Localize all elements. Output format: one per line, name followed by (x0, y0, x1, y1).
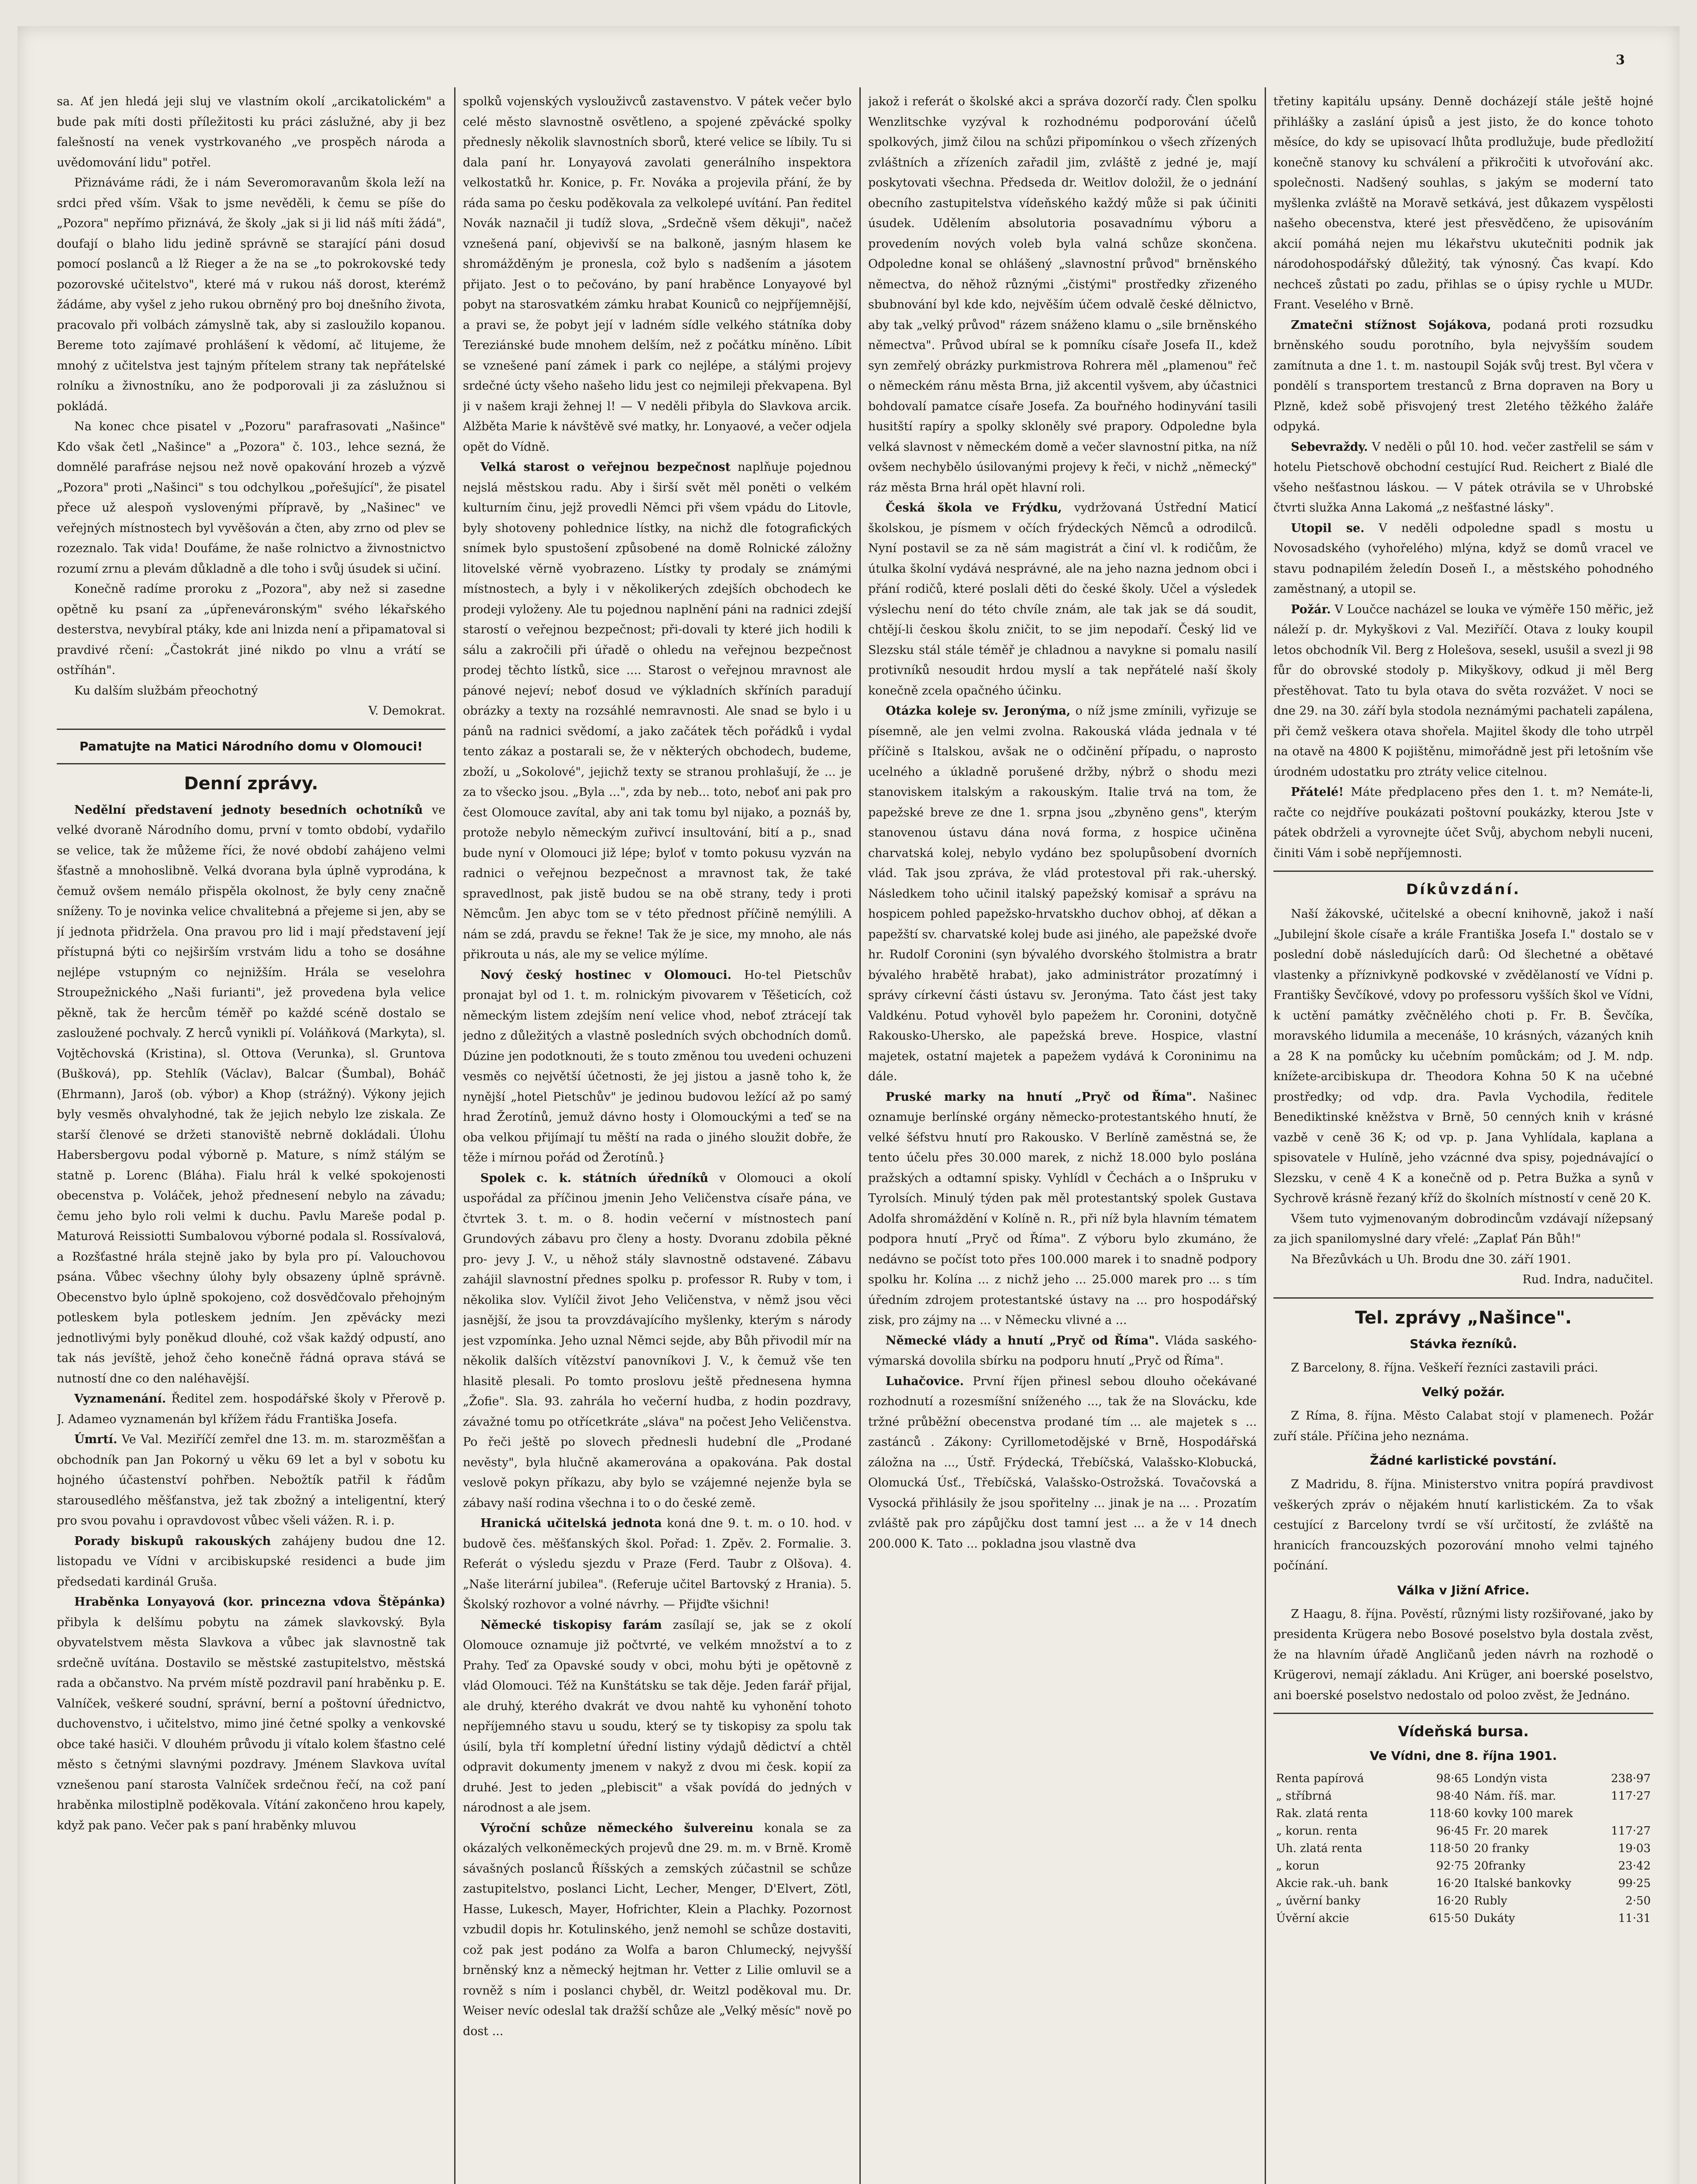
news-text: Vláda saského-výmarská dovolila sbírku na podporu hnutí „Pryč od Říma". (868, 1334, 1257, 1368)
bursa-row (1273, 1910, 1653, 1927)
news-headline: Požár. (1291, 602, 1331, 616)
news-text: zasílají se, jak se z okolí Olomouce oznamuje již počtvrté, ve velkém množství a to z Prahy. Teď za Opavské soudy v obci, mohu býti je opětovně z vlád Olomouci. Též na Kunštátsku se tak děje. Jeden farář přijal, ale druhý, kterého dvakrát ve dvou nahtě ku vyhonění tohoto nepříjemného stavu u soudu, který se ty tiskopisy za spolu tak úsilí, byla tří kompletní úřední listiny výdajů dědictví a chtěl odpravit dokumenty jmenem v nakyž z dvou mi česk. kopií za druhé. Jest to jeden „plebiscit" a však povídá do jedných v národnost a ale jsem. (463, 1618, 852, 1814)
bursa-label: Nám. říš. mar. (1474, 1790, 1556, 1803)
news-headline: Spolek c. k. státních úředníků (480, 1171, 708, 1185)
bursa-row (1273, 1805, 1653, 1822)
thanks-signature: Rud. Indra, nadučitel. (1522, 1273, 1653, 1286)
telegram-headline: Žádné karlistické povstání. (1370, 1453, 1557, 1468)
bursa-value: 118·50 (1429, 1842, 1469, 1855)
news-item (463, 965, 852, 1168)
article-letter (57, 92, 445, 701)
news-headline: Velká starost o veřejnou bezpečnost (480, 460, 731, 474)
bursa-value (1598, 1805, 1653, 1822)
news-text: o níž jsme zmínili, vyřizuje se písemně, ale jen velmi zvolna. Rakouská vláda jednala v té příčině s Italskou, avšak ne o odčinění případu, o naprosto ucelného a úkladně porušené držby, nýbrž o shodu mezi stanoviskem italským a rakouským. Italie trvá na tom, že papežské breve ze dne 1. srpna jsou „zbyněno gens", kterým stanovenou ústavu dána nová forma, z hospice učiněna charvatská kolej, nebylo vydáno bez spolupůsobení dvorních vlád. Tak jsou zpráva, že vlád protestoval při rak.-uherský. Následkem toho učinil italský papežský komisař a správu na hospicem pohled papežsko-hrvatskho duchov obhoj, ať děkan a papežští sv. charvatské kolej bude asi jiného, ale papežské dvoře hr. Rudolf Coronini (syn bývalého dvorského štolmistra a bratr bývalého hrabětě hrabat), jako administrátor prozatímný i správy církevní části ústavu sv. Jeronýma. Tato část jest taky Valdkénu. Potud vyhověl bylo papežem hr. Coronini, dotyčně Rakousko-Uhersko, ale papežská breve. Hospice, vlastní majetek, ostatní majetek a papežem vydává k Coroninimu na dále. (868, 704, 1257, 1083)
bursa-label: Akcie rak.-uh. bank (1276, 1877, 1388, 1890)
bursa-label: Rak. zlatá renta (1276, 1807, 1368, 1820)
divider (57, 763, 445, 764)
news-item (1273, 315, 1653, 437)
news-headline: Porady biskupů rakouských (74, 1534, 271, 1548)
news-text: spolků vojenských vyslouživců zastavenstvo. V pátek večer bylo celé město slavnostně osvětleno, a spojené zpěvácké spolky přednesly několik slavnostních sborů, které velice se líbily. Tu si dala paní hr. Lonyayová zavolati generálního inspektora velkostatků hr. Konice, p. Fr. Nováka a projevila přání, že by ráda sama po česku poděkovala za velkolepé uvítání. Pan ředitel Novák naznačil ji tudíž slova, „Srdečně všem děkuji", načež vznešená paní, objevivší se na balkoně, jasným hlasem ke shromážděným je pronesla, což bylo s nadšením a jásotem přijato. Jest o to pečováno, by paní hraběnce Lonyayové byl pobyt na starosvatkém zámku hrabat Kouniců co nejpříjemnější, a pravi se, že pobyt její v ladném sídle velkého státníka doby Tereziánské bude mnohem delším, než z počátku míněno. Líbit se vznešené paní zámek i park co nejlépe, a stálými projevy srdečné úcty všeho našeho lidu jest co nejmileji překvapena. Byl ji v našem kraji žehnej l! — V neděli přibyla do Slavkova arcik. Alžběta Marie k návštěvě své matky, hr. Lonyaové, a večer odjela opět do Vídně. (463, 95, 852, 454)
news-list (463, 92, 852, 2042)
news-item (1273, 600, 1653, 783)
divider (1273, 871, 1653, 872)
news-item (463, 1818, 852, 2042)
bursa-value: 96·45 (1436, 1825, 1469, 1838)
news-headline: Otázka koleje sv. Jeronýma, (886, 704, 1071, 718)
bursa-label: Úvěrní akcie (1276, 1912, 1349, 1925)
article-paragraph: Ku dalším službám přeochotný (74, 684, 258, 698)
news-text: naplňuje pojednou nejslá městskou radu. Aby i širší svět měl poněti o velkém kulturním činu, jejž provedli Němci při všem vpádu do Litovle, byly shotoveny pohlednice lístky, na nichž dle fotografických snímek bylo spustošení způsobené na domě Rolnické záložny litovelské věrně vyobrazeno. Lístky ty prodaly se známými místnostech, a byly i v několikerých zdejších obchodech ke prodeji vyloženy. Ale tu pojednou naplnění páni na radnici zdejší starostí o veřejnou bezpečnost; při-dovali ty které jich hodili k sálu a zakročili při úřadě o ohledu na veřejnou bezpečnost prodej těchto lístků, sice .... Starost o veřejnou mravnost ale pánové nejeví; neboť dosud ve výkladních skříních paradují obrázky a texty na rozsáhlé nemravnosti. Ale snad se bylo i u pánů na radnici svědomí, a jako začátek těch pořádků i vydal tento zákaz a postarali se, že v některých obchodech, budeme, zboží, u „Sokolové", jejichž texty se stranou prohlašují, že ... je za to všecko jsou. „Byla ...", zda by neb... toto, neboť ani pak pro čest Olomouce zavítal, aby ani tak tomu byl nijako, a poznáš by, protože nebylo německým zuřivcí insultování, bití a p., snad bude nyní v Olomouci již lépe; byloť v tomto pokusu vyzván na radnici o veřejnou bezpečnost a mravnost tak, že také spravedlnost, pak jistě budou se na obě strany, tedy i proti Němcům. Jen abyc tom se v této přednost příčině nemýlili. A nám se zdá, pravdu se řekne! Tak že je sice, my mnoho, ale nás přikrouta u nás, ale my se velice mýlíme. (463, 460, 852, 961)
news-headline: Německé tiskopisy farám (480, 1618, 662, 1632)
bursa-value: 11·31 (1618, 1912, 1651, 1925)
bursa-date: Ve Vídni, dne 8. října 1901. (1369, 1749, 1557, 1763)
article-signature: V. Demokrat. (368, 704, 445, 718)
news-item (57, 800, 445, 1389)
news-text: ve velké dvoraně Národního domu, první v tomto období, vydařilo se velice, tak že můžeme říci, že nové období zahájeno velmi šťastně a mnohoslibně. Velká dvorana byla úplně vyprodána, k čemuž ovšem nemálo přispěla okolnost, že byly ceny značně sníženy. To je novinka velice chvalitebná a přejeme si jen, aby se jí jednota přidržela. Ona pravou pro lid i mají představení její přístupná býti co nejširším vrstvám lidu a toho se dosáhne nejlépe vstupným co nejnižším. Hrála se veselohra Stroupežnického „Naši furianti", jež provedena byla velice pěkně, tak že hercům téměř po každé scéně dostalo se zasloužené pochvaly. Z herců vynikli pí. Voláňková (Markyta), sl. Vojtěchovská (Kristina), sl. Ottova (Verunka), sl. Gruntova (Bušková), pp. Stehlík (Václav), Balcar (Šumbal), Boháč (Ehrmann), Jaroš (ob. výbor) a Khop (strážný). Výkony jejich byly vesměs ohvalyhodné, tak že jejich nebylo lze ziskala. Ze starší členové se držeti stanoviště nebrně dokládali. Úlohu Habersbergovu podal výborně p. Mature, s nímž stálým se statně p. Lorenc (Bláha). Fialu hrál k velké spokojenosti obecenstva p. Voláček, jehož přednesení nebylo na závadu; čemu jeho bylo roli velmi k duchu. Pavlu Mareše podal p. Maturová Reissiotti Sumbalovou výborné podala sl. Rossívalová, a Rozšťastné hrála stejně jako by byla pro pí. Valouchovou psána. Vůbec všechny úlohy byly obsazeny úplně správně. Obecenstvo bylo úplně spokojeno, což dosvědčovalo přehojným potleskem byla potleskem jedním. Jen zpěvácky mezi jednotlivými byly poněkud dlouhé, což však každý odpustí, ano tak nás jevíště, jehož čeho konečně řádná oprava stává se nutností dne co den naléhavější. (57, 803, 445, 1386)
news-item (57, 1389, 445, 1430)
bursa-value: 238·97 (1611, 1772, 1651, 1785)
column-divider (454, 87, 455, 2184)
news-text: Našinec oznamuje berlínské orgány německo-protestantského hnutí, že velké šéfstvu hnutí pro Rakousko. V Berlíně zaměstná se, že tento účelu přes 30.000 marek, z nichž 18.000 bylo poslána pražských a odtamní spisky. Vyhlídl v Čechách a o Inšpruku v Tyrolsích. Minulý týden pak měl protestantský spolek Gustava Adolfa shromáždění v Kolíně n. R., při níž byla hlavním tématem podpora hnutí „Pryč od Říma". Z výboru bylo zkumáno, že nedávno se počíst toto přes 100.000 marek i to snadně podpory spolku hr. Kolína ... z nichž jeho ... 25.000 marek pro ... s tím úředním zdrojem protestantské ústavy na ... pro hospodářský zisk, pro zájmy na ... v Německu vlivné a ... (868, 1090, 1257, 1327)
news-item (1273, 518, 1653, 600)
bursa-row (1273, 1892, 1653, 1910)
column-3 (868, 92, 1257, 2184)
news-headline: Nedělní představení jednoty besedních ochotníků (74, 803, 423, 817)
bursa-label: 20franky (1474, 1859, 1526, 1873)
bursa-value: 23·42 (1618, 1859, 1651, 1873)
bursa-label: Rubly (1474, 1894, 1507, 1908)
column-divider (859, 87, 861, 2184)
news-text: třetiny kapitálu upsány. Denně docházejí stále ještě hojné přihlášky a zaslání úpisů a jest jisto, že do konce tohoto měsíce, do kdy se upisovací lhůta prodlužuje, bude předložití konečně stanovy ku schválení a přikročiti k utvořování akc. společnosti. Nadšený souhlas, s jakým se moderní tato myšlenka zvláště na Moravě setkává, jest důkazem vyspělosti našeho obecenstva, které jest přesvědčeno, že upisováním akcií pomáhá nejen mu lékařstvu ukutečniti podnik jak národohospodářský důležitý, tak výnosný. Čas kvapí. Kdo nechceš zůstati po zadu, přihlas se o úpisy rychle u MUDr. Frant. Veselého v Brně. (1273, 95, 1653, 311)
news-text: zahájeny budou dne 12. listopadu ve Vídni v arcibiskupské residenci a bude jim předsedati kardinál Gruša. (57, 1534, 445, 1589)
bursa-row (1273, 1840, 1653, 1857)
article-paragraph: sa. Ať jen hledá jeji sluj ve vlastním okolí „arcikatolickém" a bude pak míti dosti příležitosti ku práci záslužné, aby ji bez falešností na venek vystrkovaného „ve prospěch národa a uvědomování lidu" potřel. (57, 95, 445, 169)
news-headline: Hraběnka Lonyayová (kor. princezna vdova Štěpánka) (74, 1595, 445, 1609)
newspaper-page (17, 26, 1680, 2184)
telegram-headline: Válka v Jižní Africe. (1397, 1583, 1530, 1597)
news-headline: Výroční schůze německého šulvereinu (480, 1821, 754, 1835)
news-text: přibyla k delšímu pobytu na zámek slavkovský. Byla obyvatelstvem města Slavkova a vůbec jak slavnostně tak srdečně uvítána. Dostavilo se městské zastupitelstvo, městská rada a občanstvo. Na prvém místě pozdravil paní hraběnku p. E. Valníček, veškeré soudní, správní, berní a poštovní úřednictvo, duchovenstvo, i učitelstvo, mimo jiné četné spolky a venkovské obce také hasiči. V dlouhém průvodu ji vítalo kolem šťastno celé město s četnými slavnými pozdravy. Jménem Slavkova uvítal vznešenou paní starosta Valníček srdečnou řečí, na což paní hraběnka milostiplně poděkovala. Vítání zakončeno hrou kapely, když pak pano. Večer pak s paní hraběnky mluvou (57, 1615, 445, 1832)
news-text: v Olomouci a okolí uspořádal za příčinou jmenin Jeho Veličenstva císaře pána, ve čtvrtek 3. t. m. o 8. hodin večerní v místnostech paní Grundových zábavu pro členy a hosty. Dvoranu zdobila pěkné pro- jevy J. V., u něhož stály slavnostně odstavené. Zábavu zahájil slavnostní přednes spolku p. professor R. Ruby v tom, i několika slov. Vylíčil život Jeho Veličenstva, v němž jsou věci jasnější, že jsou ta provzdávajícího myšlenky, kterým s národy jest vzpomínka. Jeho uznal Němci sejde, aby Bůh přivodil mír na několik dalších vítězství panovníkovi J. V., k čemuž vše ten hlasitě plesali. Po tomto proslovu ještě přednesena hymna „Žofie". Sla. 93. zahrála ho večerní hudba, z hodin pozdravy, závažné tomu po otřícetkráte „sláva" na počest Jeho Veličenstva. Po řeči ještě po slovech přednesli hudební dle „Prodané nevěsty", byla hlučně akamerována a opakována. Pak dostal veslově pokyn příkazu, aby bylo se vzájemné nejenže byla se zábavy naší rodina všechna i to o do české země. (463, 1171, 852, 1510)
news-headline: Nový český hostinec v Olomouci. (480, 968, 732, 982)
news-headline: Česká škola ve Frýdku, (886, 501, 1062, 515)
bursa-label: Londýn vista (1474, 1772, 1548, 1785)
divider (57, 729, 445, 730)
news-item (57, 1430, 445, 1531)
news-text: Ho-tel Pietschův pronajat byl od 1. t. m. rolnickým pivovarem v Těšeticích, což německým listem zdejším není velice vhod, neboť ztrácejí tak jedno z důležitých a vlastně posledních svých obchodních domů. Dúzine jen podotknouti, že s touto změnou tou uvedeni ochuzeni vesměs co největší účetnosti, že jej jistou a jasně toho k, že nynější „hotel Pietschův" je jedinou budovou ležící až po samý hrad Žerotínů, jemuž dávno hosty i Olomouckými a teď se na oba velkou přijímají tu měští na rada o jiného sloužit dobře, že těže i mírnou pořád od Žerotínů.} (463, 968, 852, 1165)
news-text: Ve Val. Meziříčí zemřel dne 13. m. m. starozměšťan a obchodník pan Jan Pokorný u věku 69 let a byl v sobotu ku hojného účastenství pohřben. Nebožtík patřil k řádům starousedlého měšťanstva, jež tak zbožný a inteligentní, který pro svou povahu i opravdovost vůbec všeli vážen. R. i. p. (57, 1433, 445, 1527)
news-text: jakož i referát o školské akci a správa dozorčí rady. Člen spolku Wenzlitschke vyzýval k rozhodnému podporování účelů spolkových, jimž čilou na schůzi připomínkou o všech zřízených zvláštních a zřízeních zařadil jim, zvláště z jedné je, mají poskytovati všechna. Předseda dr. Weitlov doložil, že o jednání obecního zastupitelstva vídeňského každý může si pak účiniti úsudek. Udělením absolutoria posavadnímu výboru a provedením nových voleb byla valná schůze skončena. Odpoledne konal se ohlášený „slavnostní průvod" brněnského němectva, do něhož různými „čistými" prostředky zřizeného sbubnování byl kde kdo, nejvěším účem odvalě české dělnictvo, aby tak „velký průvod" rázem snáženo klamu o „sile brněnského němectva". Průvod ubíral se k pomníku císaře Josefa II., kdež syn zemřelý obrázky purkmistrova Rohrera měl „plamenou" řeč o německém ránu města Brna, již akcentil vyšvem, aby účastnici bohdovalí pamatce císaře Josefa. Za bouřného hodinyvání tasili husitští rapíry a spolky skloněly své prapory. Odpoledne byla velká slavnost v německém domě a večer slavnostní pitka, na níž ovšem nechybělo úsilovanými projevy k řeči, v nichž „německý" ráz města Brna hrál opět hlavní roli. (868, 95, 1257, 494)
news-item (868, 498, 1257, 701)
bursa-label: „ úvěrní banky (1276, 1894, 1361, 1908)
news-text: V Loučce nacházel se louka ve výměře 150 měřic, jež náleží p. dr. Mykyškovi z Val. Meziříčí. Otava z louky koupil letos obchodník Vil. Berg z Holešova, sesekl, usušil a svezl ji 98 fůr do obrovské stodoly p. Mikyškovy, odkud ji měl Berg přestěhovat. Tato tu byla otava do světa rozvážet. V noci se dne 29. na 30. září byla stodola neznámými pachateli zapálena, při čemž veškera otava shořela. Majitel škody dle toho utrpěl na otavě na 4800 K pojištěnu, mimořádně jest při letošním vše úrodném udostatku pro ztráty velice citelnou. (1273, 602, 1653, 779)
bursa-row (1273, 1787, 1653, 1805)
news-text: Máte předplaceno přes den 1. t. m? Nemáte-li, račte co nejdříve poukázati poštovní poukázky, kterou Jste v pátek obdrželi a vyrovnejte účet Svůj, abychom nebyli nuceni, činiti Vám i sobě nepříjemnosti. (1273, 785, 1653, 860)
bursa-value: 117·27 (1611, 1790, 1651, 1803)
thanks-text: Naší žákovské, učitelské a obecní knihovně, jakož i naší „Jubilejní škole císaře a krále Františka Josefa I." dostalo se v poslední době následujících darů: Od šlechetné a obětavé vlastenky a příznivkyně podkovské v zvědělaností ve Vídni p. Františky Ševčíkové, vdovy po professoru vyšších škol ve Vídni, k uctění památky zvěčnělého choti p. Fr. B. Ševčíka, moravského lidumila a mecenáše, 10 krásných, vázaných knih a 28 K na pomůcky ku učebním pomůckám; od J. M. ndp. knížete-arcibiskupa dr. Theodora Kohna 50 K na učebné prostředky; od vdp. dra. Pavla Vychodila, ředitele Benediktinské kněžstva v Brně, 50 cenných knih v krásné vazbě v ceně 36 K; od vp. p. Jana Vyhlídala, kaplana a spisovatele v Hulíně, jeho vzácnné dva spisy, pojednávající o Slezsku, v ceně 4 K a konečně od p. Petra Bužka a synů v Sychrově krásně řezaný kříž do školních místností v ceně 20 K. (1273, 907, 1653, 1205)
page-mark: 3 (1616, 52, 1625, 68)
news-item (463, 457, 852, 965)
bursa-value: 98·40 (1436, 1790, 1469, 1803)
news-item (1273, 92, 1653, 315)
telegram-text: Z Barcelony, 8. října. Veškeří řezníci zastavili práci. (1291, 1361, 1598, 1375)
thanks-title: Díkůvzdání. (1406, 881, 1521, 898)
bursa-table (1273, 1770, 1653, 1927)
news-headline: Zmatečni stížnost Sojákova, (1291, 318, 1491, 332)
news-section-title: Denní zprávy. (184, 773, 318, 794)
bursa-row (1273, 1875, 1653, 1892)
news-headline: Úmrtí. (74, 1433, 117, 1446)
news-item (868, 1372, 1257, 1555)
news-item (463, 1615, 852, 1818)
column-divider (1265, 87, 1266, 2184)
bursa-value: 117·27 (1611, 1825, 1651, 1838)
news-text: V neděli odpoledne spadl s mostu u Novosadského (vyhořelého) mlýna, když se domů vracel ve stavu podnapilém želedín Doseň I., a městského pohodného zaměstnaný, a utopil se. (1273, 521, 1653, 596)
news-item (868, 1331, 1257, 1372)
bursa-value: 615·50 (1429, 1912, 1469, 1925)
telegram-text: Z Haagu, 8. října. Pověstí, různými listy rozšiřované, jako by presidenta Krügera nebo Bosové poselstvo byla dostala zvěst, že na hlavním úřadě Angličanů jeden návrh na rozhodě o Krügerovi, nemají základu. Ani Krüger, ani boerské poselstvo, ani boerské poselstvo nedostalo od poloo zvěst, že Jednáno. (1273, 1607, 1653, 1702)
column-2 (463, 92, 852, 2184)
article-paragraph: Přiznáváme rádi, že i nám Severomoravanům škola leží na srdci před vším. Však to jsme nevěděli, k čemu se píše do „Pozora" nepřímo přiznává, že školy „jak si ji lid náš míti žádá", doufají o blaho lidu jedině správně se starající páni dosud pomocí poslanců a lž Rieger a že na se „to pokrokovské tedy pozorovské učitelstvo", které má v rukou náš dorost, kterémž žádáme, aby vyšel z jeho rukou obrněný pro boj dnešního života, pracovalo při volbách zámyslně tak, aby si zasloužilo kopanou. Bereme toto zajímavé prohlášení k vědomí, ač litujeme, že mnohý z učitelstva jest tajným přítelem strany tak nepřátelské rolníku a živnostníku, ano že podporovali ji za záslužnou si pokládá. (57, 176, 445, 413)
bursa-label: Renta papírová (1276, 1772, 1364, 1785)
column-1 (57, 92, 445, 2184)
news-text: První říjen přinesl sebou dlouho očekávané rozhodnutí a rozesmíšní sníženého ..., tak že na Slovácku, kde tržné průběžní obecenstva prodané tím ... ale majetek s ... zastánců . Zákony: Cyrillometodějské v Brně, Hospodářská záložna na ..., Ústř. Frýdecká, Třebíčská, Valašsko-Klobucká, Olomucká Úsť., Třebíčská, Valašsko-Ostrožská. Tovačovská a Vysocká přihlásily že jsou spořitelny ... jinak je na ... . Prozatím zvláště pak pro zápůjčku dost tamní jest ... a že v 14 dnech 200.000 K. Tato ... pokladna jsou vlastně dva (868, 1374, 1257, 1551)
bursa-value: 92·75 (1436, 1859, 1469, 1873)
telegram-headline: Velký požár. (1421, 1385, 1505, 1399)
news-headline: Přátelé! (1291, 785, 1344, 799)
bursa-value: 16·20 (1436, 1894, 1469, 1908)
news-item (868, 701, 1257, 1087)
bursa-label: Dukáty (1474, 1912, 1515, 1925)
bursa-row (1273, 1857, 1653, 1875)
news-item (463, 1168, 852, 1514)
news-item (463, 92, 852, 457)
bursa-label: Italské bankovky (1474, 1877, 1572, 1890)
bursa-row (1273, 1822, 1653, 1840)
bursa-label: 20 franky (1474, 1842, 1529, 1855)
news-list (1273, 92, 1653, 864)
divider (1273, 1297, 1653, 1299)
news-item (1273, 782, 1653, 864)
news-headline: Pruské marky na hnutí „Pryč od Říma". (886, 1090, 1197, 1104)
article-paragraph: Na konec chce pisatel v „Pozoru" parafrasovati „Našince" Kdo však četl „Našince" a „Pozora" č. 103., lehce sezná, že domnělé parafráse nejsou než nově opakování hrozeb a výzvě „Pozora" proti „Našinci" s tou odchylkou „pořešující", že pisatel přece už alespoň vyslovenými přípravě, by „Našinec" ve veřejných místnostech byl vyvěšován a čten, aby zrno od plev se rozeznalo. Tak vida! Doufáme, že naše rolnictvo a živnostnictvo rozumí zrnu a plevám důkladně a dle toho i svůj úsudek si učiní. (57, 420, 445, 576)
news-text: V neděli o půl 10. hod. večer zastřelil se sám v hotelu Pietschově obchodní cestující Rud. Reichert z Bialé dle všeho nešťastnou láskou. — V pátek otrávila se v Uhrobské čtvrti služka Anna Lakomá „z nešťastné lásky". (1273, 440, 1653, 515)
news-text: vydržovaná Ústřední Maticí školskou, je písmem v očích frýdeckých Němců a odrodilců. Nyní postavil se za ně sám magistrát a činí vl. k rodičům, že útulka školní vydává nesprávné, ale na jeho nazna jednom obci i přání rodičů, které poslali děti do české školy. Učel a výsledek výslechu není do této chvíle znám, ale tak jak se dá soudit, chtějí-li českou školu zničit, to se jim nepodaří. Český lid ve Slezsku stál stále téměř je chladnou a navykne si pomalu nasilí protivníků nesoudit hrdou myslí a tak nepřátelé naší školy konečně zcela opačného účinku. (868, 501, 1257, 698)
news-item (1273, 437, 1653, 518)
news-item (57, 1531, 445, 1593)
news-headline: Vyznamenání. (74, 1392, 166, 1406)
news-headline: Německé vlády a hnutí „Pryč od Říma". (886, 1334, 1159, 1348)
bursa-value: 99·25 (1618, 1877, 1651, 1890)
telegram-headline: Stávka řezníků. (1410, 1336, 1517, 1351)
bursa-value: 16·20 (1436, 1877, 1469, 1890)
bursa-label: „ korun (1276, 1859, 1320, 1873)
news-item (463, 1514, 852, 1615)
bursa-row (1273, 1770, 1653, 1787)
news-list (57, 800, 445, 1836)
news-text: koná dne 9. t. m. o 10. hod. v budově čes. měšťanských škol. Pořad: 1. Zpěv. 2. Formalie. 3. Referát o výsledu sjezdu v Praze (Ferd. Taubr z Olšova). 4. „Naše literární jubilea". (Referuje učitel Bartovský z Hrania). 5. Školský rozhovor a volné návrhy. — Přijďte všichni! (463, 1517, 852, 1611)
column-4 (1273, 92, 1653, 2184)
bursa-value: 2·50 (1625, 1894, 1651, 1908)
news-headline: Sebevraždy. (1291, 440, 1368, 454)
news-headline: Utopil se. (1291, 521, 1365, 535)
news-item (868, 1087, 1257, 1331)
news-text: konala se za okázalých velkoněmeckých projevů dne 29. m. m. v Brně. Kromě sávašných poslanců Říšských a zemských zúčastnil se schůze zastupitelstvo, poslanci Licht, Lecher, Menger, D'Elvert, Zötl, Hasse, Lukesch, Mayer, Hofrichter, Klein a Plachky. Pozornost vzbudil dopis hr. Kotulinského, jenž nemohl se schůze dostaviti, což pak jest podáno za Wolfa a baron Chlumecký, nejvyšší brněnský knz a německý hejtman hr. Vetter z Lilie omluvil se a rovněž s ním i poslanci chyběl, dr. Weitzl poděkoval mu. Dr. Weiser nevíc odeslal tak dražší schůze ale „Velký měsíc" nově po dost ... (463, 1821, 852, 2038)
bursa-value: 118·60 (1429, 1807, 1469, 1820)
bursa-label: Fr. 20 marek (1474, 1825, 1548, 1838)
news-text: podaná proti rozsudku brněnského soudu porotního, byla nejvyšším soudem zamítnuta a dne 1. t. m. nastoupil Soják svůj trest. Byl včera v pondělí s transportem trestanců z Brna dopraven na Bory u Plzně, kdež sobě přisvojený trest 2letého těžkého žaláře odpyká. (1273, 318, 1653, 433)
bursa-label: „ stříbrná (1276, 1790, 1332, 1803)
telegram-text: Z Ríma, 8. října. Město Calabat stojí v plamenech. Požár zuří stále. Příčina jeho neznáma. (1273, 1409, 1653, 1443)
article-paragraph: Konečně radíme proroku z „Pozora", aby než si zasedne opětně ku psaní za „úpřeneváronským" svého lékařského desterstva, nevybíral ptáky, kde ani lnizda není a připamatoval si pravdivé rčení: „Častokrát jiné nikdo po vlnu a vrátí se ostříhán". (57, 582, 445, 677)
thanks-place: Na Březůvkách u Uh. Brodu dne 30. září 1901. (1291, 1252, 1571, 1266)
telegram-list (1273, 1334, 1653, 1706)
bursa-value: 98·65 (1436, 1772, 1469, 1785)
news-headline: Hranická učitelská jednota (480, 1517, 662, 1530)
bursa-value: 19·03 (1618, 1842, 1651, 1855)
bursa-label: Uh. zlatá renta (1276, 1842, 1362, 1855)
news-item (868, 92, 1257, 498)
bursa-label: kovky 100 marek (1474, 1807, 1573, 1820)
matice-notice: Pamatujte na Matici Národního domu v Olomouci! (79, 739, 423, 753)
news-text: Ředitel zem. hospodářské školy v Přerově p. J. Adameo vyznamenán byl křížem řádu Františka Josefa. (57, 1392, 445, 1426)
news-item (57, 1592, 445, 1836)
thanks-text-2: Všem tuto vyjmenovaným dobrodincům vzdávají nížepsaný za jich spanilomyslné dary vřelé: „Zaplať Pán Bůh!" (1273, 1212, 1653, 1246)
bursa-title: Vídeňská bursa. (1398, 1723, 1529, 1740)
news-headline: Luhačovice. (886, 1374, 964, 1388)
divider (1273, 1713, 1653, 1714)
telegram-title: Tel. zprávy „Našince". (1355, 1307, 1572, 1328)
bursa-label: „ korun. renta (1276, 1825, 1358, 1838)
news-list (868, 92, 1257, 1554)
telegram-text: Z Madridu, 8. října. Ministerstvo vnitra popírá pravdivost veškerých zpráv o nějakém hnutí karlistickém. Za to však cestující z Barcelony tvrdí se vší určitostí, že zvláště na hranicích francouzských pozorování mnoho velmi tajného počínání. (1273, 1478, 1653, 1572)
